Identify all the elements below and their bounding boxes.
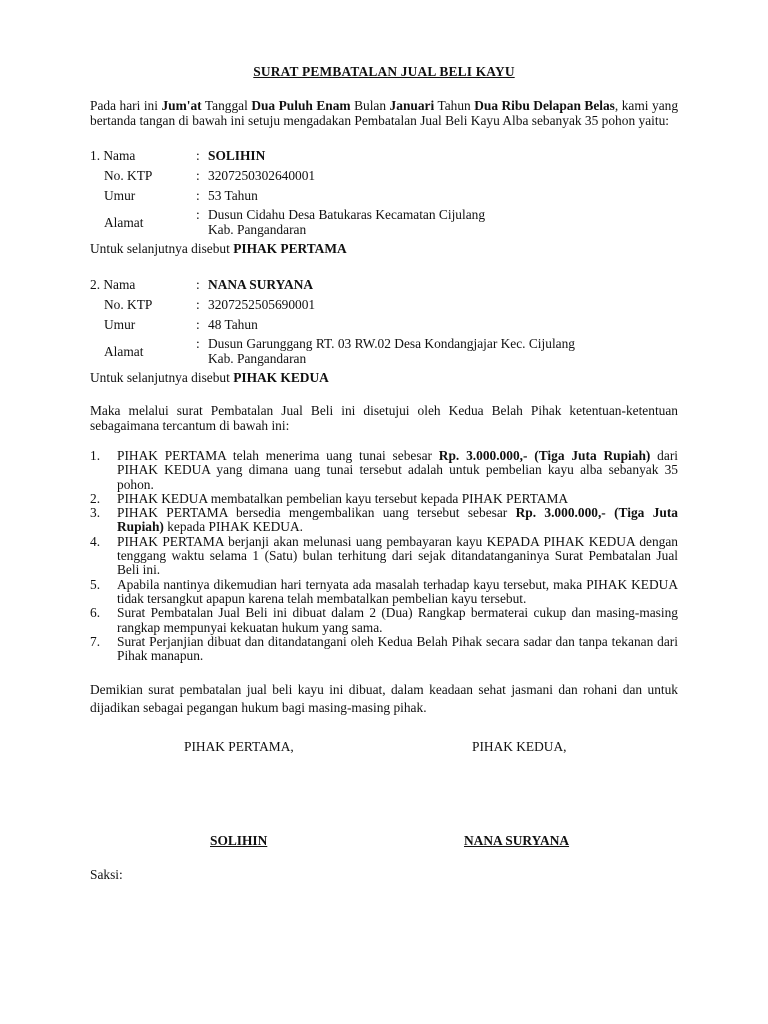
- colon: :: [196, 316, 200, 332]
- party-1-name-row: [90, 145, 678, 165]
- signature-name-party-1: SOLIHIN: [210, 833, 268, 849]
- term-number: 2.: [90, 490, 101, 506]
- party-2-ktp: 3207252505690001: [208, 296, 316, 312]
- term-item: [90, 578, 678, 607]
- signature-label-party-2: PIHAK KEDUA,: [472, 739, 567, 755]
- party-2-address-line-1: Dusun Garunggang RT. 03 RW.02 Desa Kondangjajar Kec. Cijulang: [208, 336, 575, 351]
- term-number: 7.: [90, 633, 101, 649]
- term-number: 6.: [90, 605, 101, 621]
- term-number: 1.: [90, 448, 101, 463]
- colon: :: [196, 296, 200, 312]
- term-item: [90, 535, 678, 578]
- name-label: 1. Nama: [90, 147, 136, 163]
- term-item: [90, 449, 678, 492]
- party-2-designation: [90, 370, 678, 385]
- party-2-ktp-row: [90, 294, 678, 314]
- party-1-name: SOLIHIN: [208, 147, 266, 163]
- party-1-ktp: 3207250302640001: [208, 167, 316, 183]
- party-1-age: 53 Tahun: [208, 187, 258, 203]
- term-text: Surat Perjanjian dibuat dan ditandatangani oleh Kedua Belah Pihak secara sadar dan tanpa tekanan dari Pihak manapun.: [117, 633, 678, 664]
- intro-text: Tanggal: [201, 98, 252, 113]
- term-text: [117, 449, 678, 492]
- document-title: SURAT PEMBATALAN JUAL BELI KAYU: [253, 64, 515, 79]
- term-item: [90, 492, 678, 506]
- party-1-address: [208, 207, 678, 237]
- term-text-part: PIHAK KEDUA membatalkan pembelian kayu tersebut kepada PIHAK PERTAMA: [117, 490, 569, 506]
- term-item: [90, 606, 678, 635]
- term-amount: Rp. 3.000.000,- (Tiga Juta Rupiah): [438, 448, 651, 463]
- colon: :: [196, 207, 200, 222]
- age-label: Umur: [104, 187, 136, 203]
- terms-intro: Maka melalui surat Pembatalan Jual Beli ini disetujui oleh Kedua Belah Pihak ketentuan-ketentuan sebagaimana tercantum di bawah ini:: [90, 403, 678, 433]
- party-1-address-line-1: Dusun Cidahu Desa Batukaras Kecamatan Cijulang: [208, 207, 486, 222]
- intro-text: Tahun: [434, 98, 475, 113]
- intro-paragraph: [90, 98, 678, 128]
- designation-text: Untuk selanjutnya disebut: [90, 241, 234, 256]
- party-2-age: 48 Tahun: [208, 316, 258, 332]
- document-page: [90, 60, 678, 882]
- party-2-address-line-2: Kab. Pangandaran: [208, 351, 307, 366]
- ktp-label: No. KTP: [104, 167, 153, 183]
- age-label: Umur: [104, 316, 136, 332]
- signature-names: [90, 833, 678, 853]
- party-1-designation: [90, 241, 678, 256]
- witness-label: Saksi:: [90, 867, 123, 883]
- term-number: 4.: [90, 533, 101, 549]
- colon: :: [196, 147, 200, 163]
- name-label: 2. Nama: [90, 276, 136, 292]
- term-text: PIHAK PERTAMA berjanji akan melunasi uang pembayaran kayu KEPADA PIHAK KEDUA dengan tenggang waktu selama 1 (Satu) bulan terhitung dari sejak ditandatanganinya Surat Pembatalan Jual Beli ini.: [117, 533, 678, 578]
- party-1-age-row: [90, 185, 678, 205]
- term-text-part: PIHAK PERTAMA telah menerima uang tunai sebesar: [117, 448, 439, 463]
- signature-name-party-2: NANA SURYANA: [464, 833, 570, 849]
- colon: :: [196, 167, 200, 183]
- party-1-address-row: [90, 205, 678, 239]
- signature-label-party-1: PIHAK PERTAMA,: [184, 739, 294, 755]
- party-1-address-line-2: Kab. Pangandaran: [208, 222, 307, 237]
- term-text: [117, 506, 678, 535]
- intro-day: Jum'at: [161, 98, 202, 113]
- term-number: 3.: [90, 505, 101, 521]
- address-label: Alamat: [104, 343, 144, 359]
- intro-month: Januari: [389, 98, 435, 113]
- party-2-address: [208, 336, 678, 366]
- term-text-part: kepada PIHAK KEDUA.: [163, 519, 303, 535]
- term-text: [117, 492, 678, 506]
- intro-text: Pada hari ini: [90, 98, 162, 113]
- term-text-part: dari PIHAK KEDUA yang dimana uang tunai tersebut adalah untuk pembelian kayu alba sebanyak 35 pohon.: [117, 448, 678, 492]
- party-1-role: PIHAK PERTAMA: [233, 241, 347, 256]
- colon: :: [196, 336, 200, 351]
- party-1-block: [90, 145, 678, 256]
- term-text-part: PIHAK PERTAMA bersedia mengembalikan uang tersebut sebesar: [117, 505, 516, 521]
- party-1-ktp-row: [90, 165, 678, 185]
- term-text: Surat Pembatalan Jual Beli ini dibuat dalam 2 (Dua) Rangkap bermaterai cukup dan masing-masing rangkap mempunyai kekuatan hukum yang sama.: [117, 605, 678, 635]
- term-amount: Rp. 3.000.000,- (Tiga Juta Rupiah): [117, 505, 678, 535]
- party-2-block: [90, 274, 678, 385]
- colon: :: [196, 187, 200, 203]
- intro-year: Dua Ribu Delapan Belas: [474, 98, 615, 113]
- party-2-address-row: [90, 334, 678, 368]
- party-2-name-row: [90, 274, 678, 294]
- designation-text: Untuk selanjutnya disebut: [90, 370, 234, 385]
- terms-list: [90, 449, 678, 663]
- party-2-name: NANA SURYANA: [208, 276, 314, 292]
- term-item: [90, 506, 678, 535]
- address-label: Alamat: [104, 214, 144, 230]
- term-text: Apabila nantinya dikemudian hari ternyata ada masalah terhadap kayu tersebut, maka PIHAK KEDUA tidak tersangkut apapun karena telah membatalkan pembelian kayu tersebut.: [117, 576, 678, 606]
- intro-text: , kami yang bertanda tangan di bawah ini setuju mengadakan Pembatalan Jual Beli Kayu Alba sebanyak 35 pohon yaitu:: [90, 98, 679, 128]
- intro-text: Bulan: [350, 98, 390, 113]
- term-item: [90, 635, 678, 664]
- term-number: 5.: [90, 576, 101, 592]
- party-2-age-row: [90, 314, 678, 334]
- signature-labels: [90, 739, 678, 759]
- colon: :: [196, 276, 200, 292]
- party-2-role: PIHAK KEDUA: [233, 370, 329, 385]
- ktp-label: No. KTP: [104, 296, 153, 312]
- intro-date: Dua Puluh Enam: [251, 98, 351, 113]
- closing-paragraph: Demikian surat pembatalan jual beli kayu ini dibuat, dalam keadaan sehat jasmani dan rohani dan untuk dijadikan sebagai pegangan hukum bagi masing-masing pihak.: [90, 682, 678, 716]
